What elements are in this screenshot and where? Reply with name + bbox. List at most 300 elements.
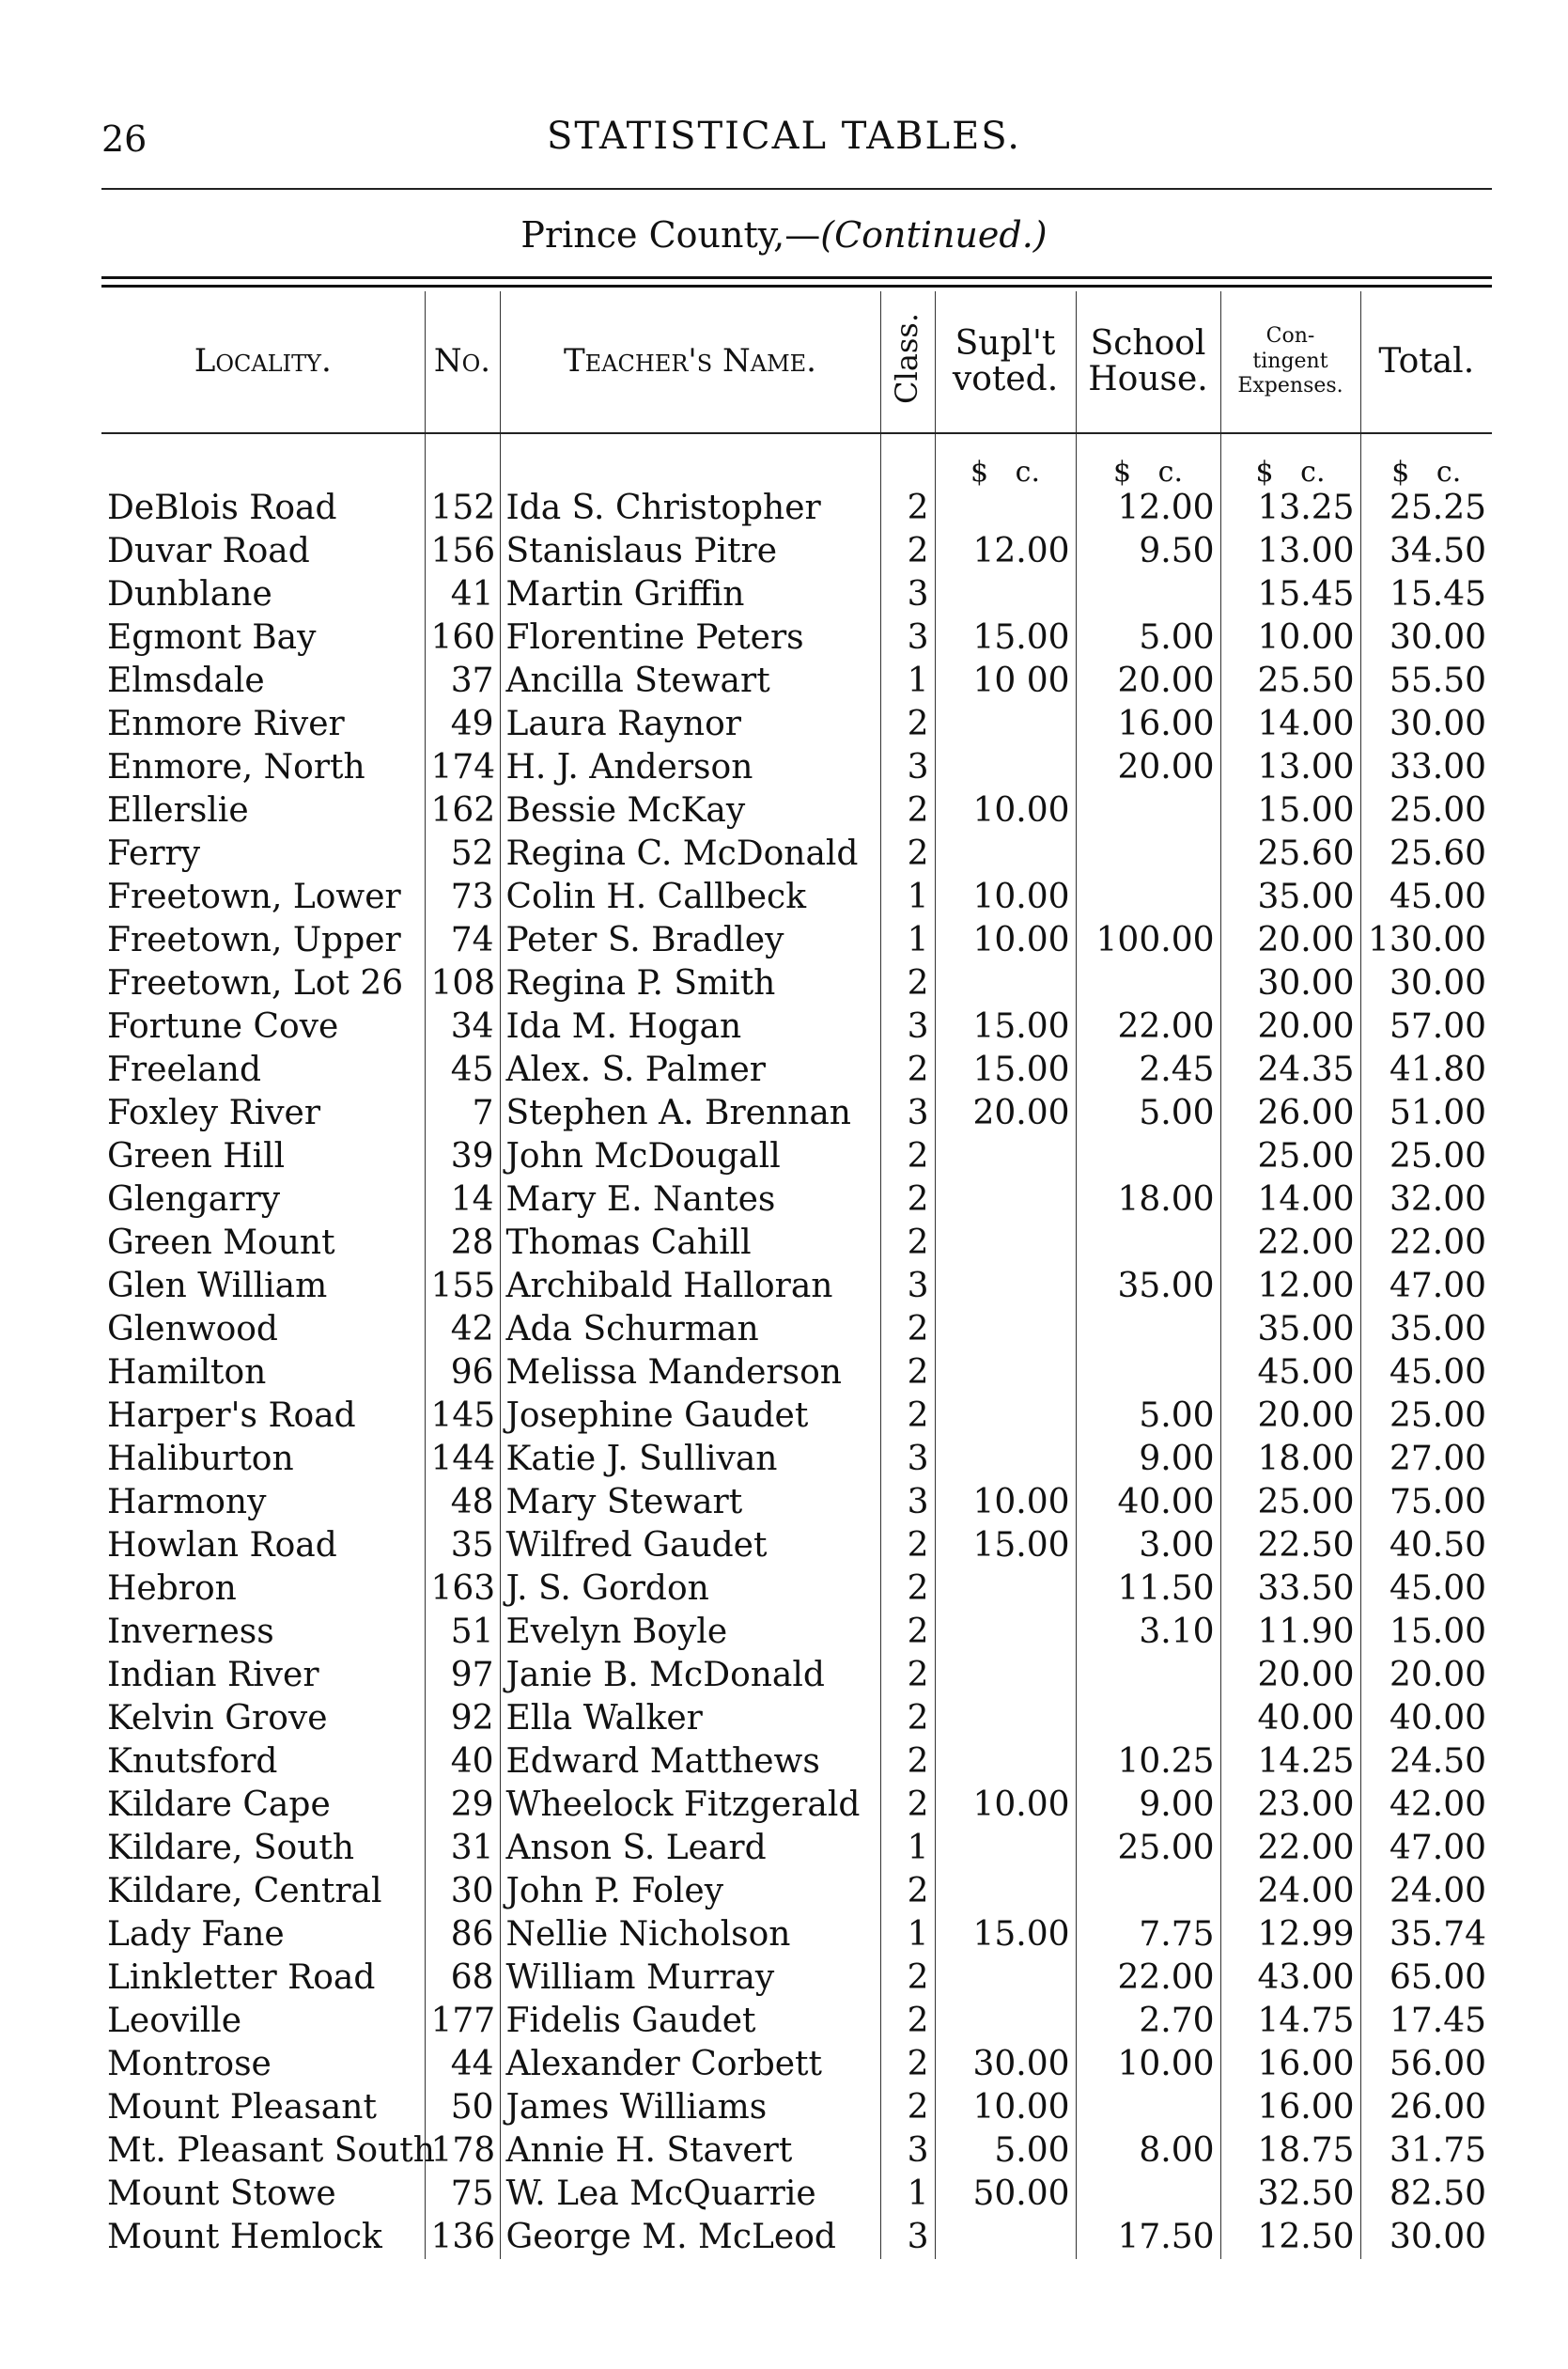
cell-contingent: 22.50 — [1220, 1524, 1360, 1567]
cell-class: 2 — [880, 1740, 935, 1784]
cell-contingent: 22.00 — [1220, 1827, 1360, 1870]
cell-teacher-name: Alex. S. Palmer — [500, 1049, 880, 1092]
cell-school-house — [1076, 2173, 1220, 2216]
cell-supl-voted: 12.00 — [935, 530, 1076, 573]
cell-total: 22.00 — [1360, 1222, 1492, 1265]
cell-total: 35.00 — [1360, 1308, 1492, 1351]
cell-class: 2 — [880, 1956, 935, 2000]
cell-total: 31.75 — [1360, 2129, 1492, 2173]
cell-total: 25.25 — [1360, 487, 1492, 530]
cell-teacher-name: Edward Matthews — [500, 1740, 880, 1784]
cell-supl-voted — [935, 1265, 1076, 1308]
cell-contingent: 13.00 — [1220, 746, 1360, 789]
cell-contingent: 35.00 — [1220, 1308, 1360, 1351]
cell-total: 25.00 — [1360, 789, 1492, 833]
header-cont-line3: Expenses. — [1237, 374, 1343, 398]
cell-school-house — [1076, 962, 1220, 1005]
cell-locality: Kildare, Central — [107, 1872, 382, 1910]
units-school-dollar: $ — [1112, 456, 1132, 489]
cell-supl-voted — [935, 1611, 1076, 1654]
cell-locality: Lady Fane — [107, 1915, 285, 1954]
cell-no: 14 — [425, 1178, 500, 1222]
cell-total: 45.00 — [1360, 1351, 1492, 1395]
header-rule — [101, 188, 1492, 190]
cell-total: 47.00 — [1360, 1827, 1492, 1870]
cell-no: 28 — [425, 1222, 500, 1265]
cell-school-house — [1076, 1222, 1220, 1265]
cell-supl-voted — [935, 1222, 1076, 1265]
cell-class: 2 — [880, 1222, 935, 1265]
cell-supl-voted: 50.00 — [935, 2173, 1076, 2216]
cell-class: 2 — [880, 1697, 935, 1740]
cell-teacher-name: Ancilla Stewart — [500, 660, 880, 703]
cell-teacher-name: Regina C. McDonald — [500, 833, 880, 876]
cell-teacher-name: Colin H. Callbeck — [500, 876, 880, 919]
cell-class: 3 — [880, 1481, 935, 1524]
cell-no: 39 — [425, 1135, 500, 1178]
table-row — [101, 703, 1492, 746]
cell-locality: Freeland — [107, 1051, 262, 1089]
cell-locality: Egmont Bay — [107, 618, 317, 657]
cell-supl-voted: 10.00 — [935, 876, 1076, 919]
cell-locality: Kildare, South — [107, 1829, 355, 1867]
cell-locality: Leoville — [107, 2002, 242, 2040]
cell-contingent: 24.35 — [1220, 1049, 1360, 1092]
cell-contingent: 26.00 — [1220, 1092, 1360, 1135]
cell-class: 1 — [880, 919, 935, 962]
cell-contingent: 40.00 — [1220, 1697, 1360, 1740]
units-locality — [101, 433, 425, 487]
table-row — [101, 1654, 1492, 1697]
cell-school-house: 17.50 — [1076, 2216, 1220, 2259]
table-row — [101, 1438, 1492, 1481]
cell-no: 178 — [425, 2129, 500, 2173]
cell-no: 156 — [425, 530, 500, 573]
table-row — [101, 1222, 1492, 1265]
cell-teacher-name: Regina P. Smith — [500, 962, 880, 1005]
cell-contingent: 12.99 — [1220, 1913, 1360, 1956]
cell-locality: Glen William — [107, 1267, 328, 1305]
cell-locality: Green Mount — [107, 1223, 335, 1262]
running-head: STATISTICAL TABLES. — [547, 115, 1021, 158]
cell-no: 40 — [425, 1740, 500, 1784]
cell-locality: Enmore River — [107, 705, 345, 743]
table-row — [101, 1827, 1492, 1870]
cell-contingent: 33.50 — [1220, 1567, 1360, 1611]
cell-teacher-name: James Williams — [500, 2086, 880, 2129]
cell-contingent: 25.50 — [1220, 660, 1360, 703]
cell-supl-voted: 10.00 — [935, 919, 1076, 962]
table-row — [101, 1524, 1492, 1567]
cell-supl-voted — [935, 1351, 1076, 1395]
cell-school-house: 18.00 — [1076, 1178, 1220, 1222]
cell-class: 2 — [880, 789, 935, 833]
cell-no: 52 — [425, 833, 500, 876]
cell-locality: Duvar Road — [107, 532, 310, 570]
cell-teacher-name: Janie B. McDonald — [500, 1654, 880, 1697]
cell-school-house: 5.00 — [1076, 1092, 1220, 1135]
units-teacher — [500, 433, 880, 487]
cell-total: 20.00 — [1360, 1654, 1492, 1697]
cell-total: 30.00 — [1360, 703, 1492, 746]
cell-contingent: 25.60 — [1220, 833, 1360, 876]
cell-total: 75.00 — [1360, 1481, 1492, 1524]
cell-contingent: 18.75 — [1220, 2129, 1360, 2173]
header-cont-line1: Con- — [1265, 324, 1315, 349]
subtitle-county: Prince County,— — [520, 214, 821, 256]
cell-school-house: 2.70 — [1076, 2000, 1220, 2043]
cell-no: 34 — [425, 1005, 500, 1049]
table-row — [101, 1351, 1492, 1395]
cell-total: 30.00 — [1360, 616, 1492, 660]
cell-locality: Glenwood — [107, 1310, 278, 1348]
cell-total: 15.45 — [1360, 573, 1492, 616]
cell-no: 160 — [425, 616, 500, 660]
cell-locality: Green Hill — [107, 1137, 286, 1176]
cell-no: 41 — [425, 573, 500, 616]
cell-locality: Montrose — [107, 2045, 272, 2083]
cell-no: 174 — [425, 746, 500, 789]
cell-locality: Freetown, Lower — [107, 878, 401, 916]
cell-teacher-name: Mary Stewart — [500, 1481, 880, 1524]
cell-locality: Indian River — [107, 1656, 319, 1694]
cell-school-house: 12.00 — [1076, 487, 1220, 530]
cell-contingent: 30.00 — [1220, 962, 1360, 1005]
cell-no: 29 — [425, 1784, 500, 1827]
cell-school-house — [1076, 1697, 1220, 1740]
cell-total: 15.00 — [1360, 1611, 1492, 1654]
units-class — [880, 433, 935, 487]
cell-locality: Enmore, North — [107, 748, 365, 787]
cell-class: 1 — [880, 1913, 935, 1956]
cell-class: 2 — [880, 962, 935, 1005]
cell-total: 26.00 — [1360, 2086, 1492, 2129]
cell-total: 130.00 — [1360, 919, 1492, 962]
cell-locality: Kelvin Grove — [107, 1699, 328, 1738]
units-cont — [1220, 433, 1360, 487]
cell-class: 2 — [880, 2043, 935, 2086]
cell-teacher-name: Anson S. Leard — [500, 1827, 880, 1870]
units-total-cents: c. — [1436, 456, 1462, 489]
cell-school-house: 16.00 — [1076, 703, 1220, 746]
cell-contingent: 13.00 — [1220, 530, 1360, 573]
cell-class: 3 — [880, 1005, 935, 1049]
cell-contingent: 35.00 — [1220, 876, 1360, 919]
cell-supl-voted — [935, 1135, 1076, 1178]
cell-class: 2 — [880, 1567, 935, 1611]
cell-teacher-name: Thomas Cahill — [500, 1222, 880, 1265]
table-row — [101, 2043, 1492, 2086]
cell-locality: Harmony — [107, 1483, 267, 1521]
cell-class: 3 — [880, 2129, 935, 2173]
units-cont-dollar: $ — [1255, 456, 1274, 489]
cell-teacher-name: Stephen A. Brennan — [500, 1092, 880, 1135]
cell-supl-voted: 20.00 — [935, 1092, 1076, 1135]
cell-teacher-name: Stanislaus Pitre — [500, 530, 880, 573]
cell-class: 1 — [880, 2173, 935, 2216]
cell-school-house — [1076, 1135, 1220, 1178]
subtitle-continued: (Continued.) — [820, 214, 1048, 256]
table-row — [101, 1481, 1492, 1524]
cell-contingent: 12.00 — [1220, 1265, 1360, 1308]
cell-contingent: 10.00 — [1220, 616, 1360, 660]
cell-supl-voted: 10.00 — [935, 1784, 1076, 1827]
cell-school-house: 10.00 — [1076, 2043, 1220, 2086]
cell-teacher-name: Archibald Halloran — [500, 1265, 880, 1308]
cell-teacher-name: George M. McLeod — [500, 2216, 880, 2259]
cell-supl-voted: 30.00 — [935, 2043, 1076, 2086]
table-row — [101, 833, 1492, 876]
cell-no: 144 — [425, 1438, 500, 1481]
cell-school-house: 20.00 — [1076, 746, 1220, 789]
cell-teacher-name: Peter S. Bradley — [500, 919, 880, 962]
cell-teacher-name: Fidelis Gaudet — [500, 2000, 880, 2043]
cell-teacher-name: Nellie Nicholson — [500, 1913, 880, 1956]
units-supl-dollar: $ — [970, 456, 989, 489]
cell-total: 41.80 — [1360, 1049, 1492, 1092]
cell-total: 56.00 — [1360, 2043, 1492, 2086]
cell-teacher-name: Ella Walker — [500, 1697, 880, 1740]
cell-total: 24.50 — [1360, 1740, 1492, 1784]
units-total — [1360, 433, 1492, 487]
table-row — [101, 1956, 1492, 2000]
cell-teacher-name: Ada Schurman — [500, 1308, 880, 1351]
cell-total: 40.50 — [1360, 1524, 1492, 1567]
cell-total: 25.00 — [1360, 1135, 1492, 1178]
cell-class: 2 — [880, 1870, 935, 1913]
table-row — [101, 1740, 1492, 1784]
cell-no: 7 — [425, 1092, 500, 1135]
cell-locality: Mount Pleasant — [107, 2088, 377, 2127]
table-row — [101, 2086, 1492, 2129]
cell-contingent: 32.50 — [1220, 2173, 1360, 2216]
units-row — [101, 433, 1492, 487]
table-row — [101, 1092, 1492, 1135]
cell-supl-voted: 15.00 — [935, 1005, 1076, 1049]
cell-supl-voted — [935, 1697, 1076, 1740]
units-total-dollar: $ — [1391, 456, 1410, 489]
cell-teacher-name: Wilfred Gaudet — [500, 1524, 880, 1567]
header-total: Total. — [1360, 291, 1492, 433]
cell-total: 34.50 — [1360, 530, 1492, 573]
units-school-cents: c. — [1157, 456, 1184, 489]
cell-school-house: 20.00 — [1076, 660, 1220, 703]
header-cont-line2: tingent — [1252, 349, 1328, 373]
cell-contingent: 13.25 — [1220, 487, 1360, 530]
cell-contingent: 45.00 — [1220, 1351, 1360, 1395]
cell-locality: Inverness — [107, 1613, 274, 1651]
table-row — [101, 1870, 1492, 1913]
cell-locality: Hamilton — [107, 1353, 267, 1392]
table-body — [101, 433, 1492, 2259]
cell-school-house — [1076, 833, 1220, 876]
table-row — [101, 1135, 1492, 1178]
table-top-double-rule — [101, 276, 1492, 288]
cell-supl-voted — [935, 1654, 1076, 1697]
cell-contingent: 11.90 — [1220, 1611, 1360, 1654]
cell-school-house: 9.50 — [1076, 530, 1220, 573]
cell-locality: Kildare Cape — [107, 1785, 331, 1824]
cell-class: 2 — [880, 1611, 935, 1654]
cell-total: 42.00 — [1360, 1784, 1492, 1827]
cell-contingent: 20.00 — [1220, 1654, 1360, 1697]
units-school — [1076, 433, 1220, 487]
cell-class: 2 — [880, 1308, 935, 1351]
cell-class: 2 — [880, 1524, 935, 1567]
cell-supl-voted — [935, 1178, 1076, 1222]
cell-teacher-name: Katie J. Sullivan — [500, 1438, 880, 1481]
cell-class: 3 — [880, 746, 935, 789]
cell-class: 3 — [880, 616, 935, 660]
cell-no: 163 — [425, 1567, 500, 1611]
cell-no: 31 — [425, 1827, 500, 1870]
cell-supl-voted — [935, 573, 1076, 616]
cell-no: 73 — [425, 876, 500, 919]
cell-no: 108 — [425, 962, 500, 1005]
cell-school-house: 2.45 — [1076, 1049, 1220, 1092]
cell-total: 33.00 — [1360, 746, 1492, 789]
cell-contingent: 18.00 — [1220, 1438, 1360, 1481]
table-row — [101, 1784, 1492, 1827]
cell-total: 65.00 — [1360, 1956, 1492, 2000]
table-row — [101, 2216, 1492, 2259]
cell-school-house — [1076, 1870, 1220, 1913]
cell-contingent: 20.00 — [1220, 919, 1360, 962]
cell-contingent: 12.50 — [1220, 2216, 1360, 2259]
cell-supl-voted: 15.00 — [935, 1913, 1076, 1956]
table-row — [101, 2129, 1492, 2173]
header-school-line1: School — [1090, 324, 1206, 364]
cell-total: 24.00 — [1360, 1870, 1492, 1913]
table-row — [101, 919, 1492, 962]
cell-contingent: 20.00 — [1220, 1395, 1360, 1438]
cell-teacher-name: Josephine Gaudet — [500, 1395, 880, 1438]
table-row — [101, 746, 1492, 789]
cell-school-house — [1076, 876, 1220, 919]
cell-no: 37 — [425, 660, 500, 703]
cell-no: 177 — [425, 2000, 500, 2043]
cell-contingent: 22.00 — [1220, 1222, 1360, 1265]
cell-no: 48 — [425, 1481, 500, 1524]
cell-supl-voted: 15.00 — [935, 1049, 1076, 1092]
cell-school-house: 35.00 — [1076, 1265, 1220, 1308]
cell-class: 2 — [880, 1049, 935, 1092]
cell-contingent: 14.25 — [1220, 1740, 1360, 1784]
cell-teacher-name: Ida M. Hogan — [500, 1005, 880, 1049]
cell-no: 96 — [425, 1351, 500, 1395]
cell-total: 30.00 — [1360, 962, 1492, 1005]
cell-no: 74 — [425, 919, 500, 962]
cell-contingent: 25.00 — [1220, 1481, 1360, 1524]
units-cont-cents: c. — [1300, 456, 1326, 489]
cell-class: 1 — [880, 876, 935, 919]
cell-total: 35.74 — [1360, 1913, 1492, 1956]
cell-no: 68 — [425, 1956, 500, 2000]
header-supl-line2: voted. — [952, 360, 1059, 398]
cell-supl-voted: 10.00 — [935, 1481, 1076, 1524]
cell-locality: Mount Hemlock — [107, 2218, 382, 2256]
table-row — [101, 876, 1492, 919]
cell-supl-voted — [935, 2216, 1076, 2259]
table-row — [101, 1697, 1492, 1740]
cell-class: 1 — [880, 660, 935, 703]
cell-school-house: 3.00 — [1076, 1524, 1220, 1567]
cell-supl-voted: 10 00 — [935, 660, 1076, 703]
cell-contingent: 24.00 — [1220, 1870, 1360, 1913]
header-teacher-name: Teacher's Name. — [500, 291, 880, 433]
cell-no: 42 — [425, 1308, 500, 1351]
cell-locality: Elmsdale — [107, 662, 265, 700]
header-supl-line1: Supl't — [955, 324, 1056, 364]
cell-class: 2 — [880, 1395, 935, 1438]
cell-locality: Dunblane — [107, 575, 272, 614]
cell-school-house: 7.75 — [1076, 1913, 1220, 1956]
cell-teacher-name: John McDougall — [500, 1135, 880, 1178]
cell-supl-voted — [935, 1956, 1076, 2000]
cell-total: 17.45 — [1360, 2000, 1492, 2043]
cell-supl-voted: 5.00 — [935, 2129, 1076, 2173]
cell-total: 45.00 — [1360, 876, 1492, 919]
cell-contingent: 16.00 — [1220, 2086, 1360, 2129]
cell-supl-voted — [935, 487, 1076, 530]
cell-no: 136 — [425, 2216, 500, 2259]
table-row — [101, 1049, 1492, 1092]
cell-locality: Freetown, Upper — [107, 921, 401, 959]
header-class-label: Class. — [889, 312, 925, 404]
cell-locality: Harper's Road — [107, 1396, 356, 1435]
cell-supl-voted: 10.00 — [935, 2086, 1076, 2129]
cell-no: 50 — [425, 2086, 500, 2129]
cell-school-house: 10.25 — [1076, 1740, 1220, 1784]
table-header — [101, 291, 1492, 433]
table-row — [101, 573, 1492, 616]
cell-school-house: 3.10 — [1076, 1611, 1220, 1654]
cell-supl-voted — [935, 1395, 1076, 1438]
cell-teacher-name: Florentine Peters — [500, 616, 880, 660]
cell-supl-voted — [935, 703, 1076, 746]
cell-teacher-name: John P. Foley — [500, 1870, 880, 1913]
cell-no: 30 — [425, 1870, 500, 1913]
header-school-house — [1076, 291, 1220, 433]
cell-locality: Foxley River — [107, 1094, 321, 1132]
cell-school-house: 5.00 — [1076, 1395, 1220, 1438]
cell-class: 2 — [880, 1784, 935, 1827]
table-row — [101, 1005, 1492, 1049]
cell-teacher-name: Martin Griffin — [500, 573, 880, 616]
table-row — [101, 1178, 1492, 1222]
cell-no: 75 — [425, 2173, 500, 2216]
units-supl — [935, 433, 1076, 487]
header-class — [880, 291, 935, 433]
cell-supl-voted — [935, 1438, 1076, 1481]
cell-total: 82.50 — [1360, 2173, 1492, 2216]
cell-contingent: 43.00 — [1220, 1956, 1360, 2000]
cell-locality: Ellerslie — [107, 791, 249, 830]
cell-total: 45.00 — [1360, 1567, 1492, 1611]
cell-total: 47.00 — [1360, 1265, 1492, 1308]
cell-no: 155 — [425, 1265, 500, 1308]
cell-locality: Glengarry — [107, 1180, 281, 1219]
header-supl-voted — [935, 291, 1076, 433]
cell-school-house: 25.00 — [1076, 1827, 1220, 1870]
cell-class: 2 — [880, 1654, 935, 1697]
cell-contingent: 16.00 — [1220, 2043, 1360, 2086]
cell-total: 25.60 — [1360, 833, 1492, 876]
cell-no: 35 — [425, 1524, 500, 1567]
header-locality: Locality. — [101, 291, 425, 433]
cell-school-house: 22.00 — [1076, 1956, 1220, 2000]
table-row — [101, 1265, 1492, 1308]
